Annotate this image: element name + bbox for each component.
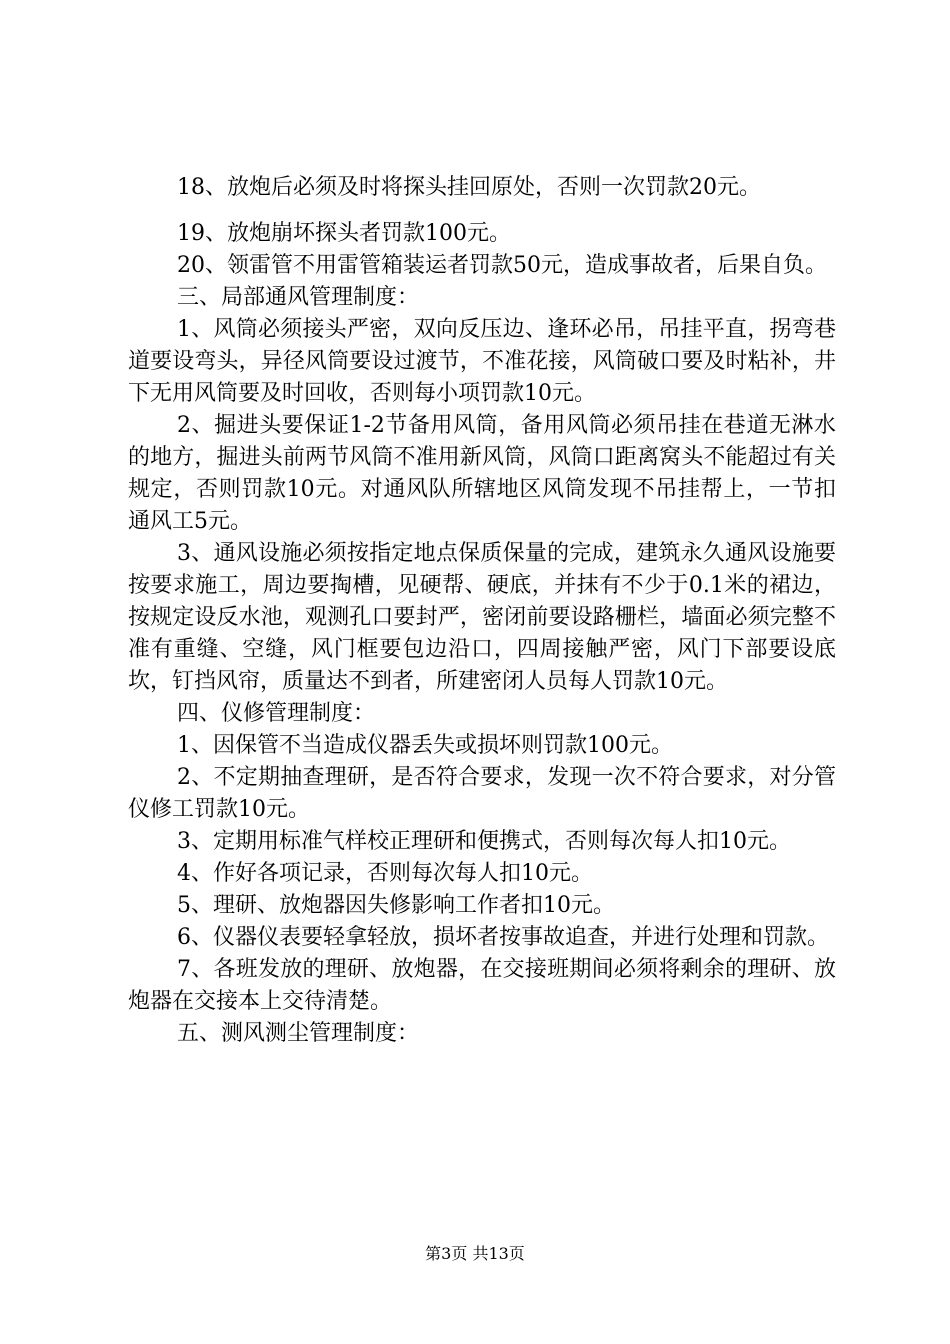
ventilation-item-2: 2、掘进头要保证1-2节备用风筒，备用风筒必须吊挂在巷道无淋水的地方，掘进头前两节风筒不准用新风筒，风筒口距离窝头不能超过有关规定，否则罚款10元。对通风队所辖地区风筒发现不吊挂帮上，一节扣通风工5元。 (128, 413, 836, 534)
instrument-item-4: 4、作好各项记录，否则每次每人扣10元。 (177, 861, 593, 886)
ventilation-item-3: 3、通风设施必须按指定地点保质保量的完成，建筑永久通风设施要按要求施工，周边要掏槽，见硬帮、硬底，并抹有不少于0.1米的裙边，按规定设反水池，观测孔口要封严，密闭前要设路栅栏，墙面必须完整不准有重缝、空缝，风门框要包边沿口，四周接触严密，风门下部要设底坎，钉挡风帘，质量达不到者，所建密闭人员每人罚款10元。 (128, 541, 836, 694)
page-footer: 第3页 共13页 (425, 1244, 525, 1263)
section-heading-instrument-repair: 四、仪修管理制度： (177, 701, 376, 726)
instrument-item-6: 6、仪器仪表要轻拿轻放，损坏者按事故追查，并进行处理和罚款。 (177, 925, 829, 950)
paragraph-19: 19、放炮崩坏探头者罚款100元。 (177, 221, 511, 246)
section-heading-air-dust-measurement: 五、测风测尘管理制度： (177, 1021, 420, 1046)
paragraph-gap (128, 204, 836, 218)
paragraph-20: 20、领雷管不用雷管箱装运者罚款50元，造成事故者，后果自负。 (177, 253, 827, 278)
instrument-item-5: 5、理研、放炮器因失修影响工作者扣10元。 (177, 893, 615, 918)
instrument-item-3: 3、定期用标准气样校正理研和便携式，否则每次每人扣10元。 (177, 829, 791, 854)
paragraph-18: 18、放炮后必须及时将探头挂回原处，否则一次罚款20元。 (177, 175, 761, 200)
section-heading-ventilation: 三、局部通风管理制度： (177, 285, 420, 310)
instrument-item-2: 2、不定期抽查理研，是否符合要求，发现一次不符合要求，对分管仪修工罚款10元。 (128, 765, 836, 822)
instrument-item-1: 1、因保管不当造成仪器丢失或损坏则罚款100元。 (177, 733, 673, 758)
ventilation-item-1: 1、风筒必须接头严密，双向反压边、逢环必吊，吊挂平直，拐弯巷道要设弯头，异径风筒要设过渡节，不准花接，风筒破口要及时粘补，井下无用风筒要及时回收，否则每小项罚款10元。 (128, 317, 836, 406)
document-body (128, 172, 836, 1050)
instrument-item-7: 7、各班发放的理研、放炮器，在交接班期间必须将剩余的理研、放炮器在交接本上交待清楚。 (128, 957, 836, 1014)
